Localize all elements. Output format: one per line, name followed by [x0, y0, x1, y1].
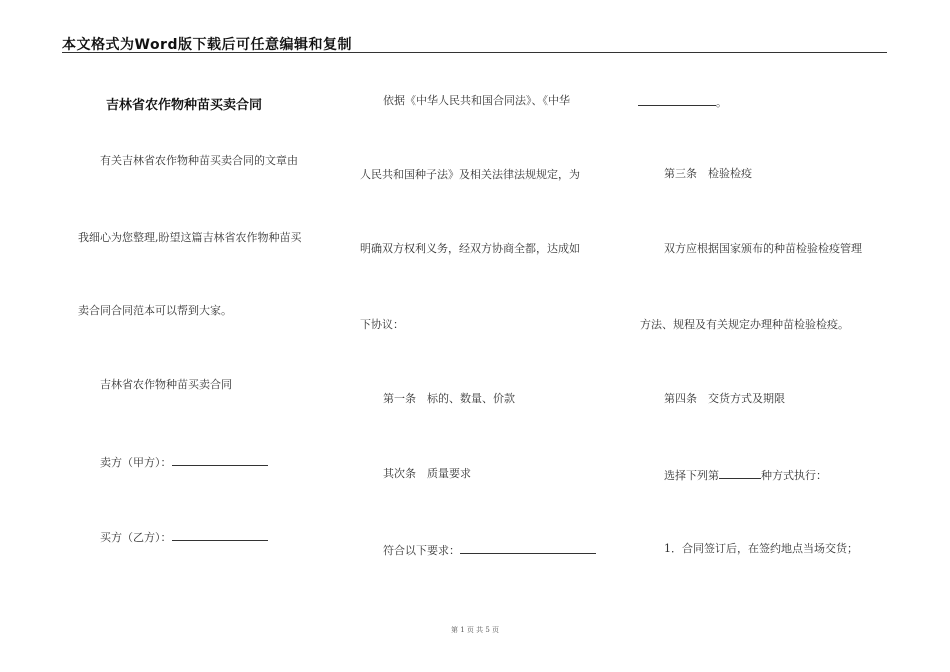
delivery-option-1: 1．合同签订后，在签约地点当场交货； — [664, 542, 858, 555]
document-title: 吉林省农作物种苗买卖合同 — [106, 98, 263, 113]
col2-line-4: 下协议： — [360, 318, 404, 331]
intro-line-3: 卖合同合同范本可以帮到大家。 — [78, 304, 232, 317]
col3-line-4: 方法、规程及有关规定办理种苗检验检疫。 — [640, 318, 849, 331]
article-4-heading: 第四条 交货方式及期限 — [664, 392, 785, 405]
contract-subtitle: 吉林省农作物种苗买卖合同 — [100, 378, 232, 391]
col3-line-3: 双方应根据国家颁布的种苗检验检疫管理 — [664, 242, 862, 255]
header-banner: 本文格式为Word版下载后可任意编辑和复制 — [62, 37, 352, 53]
seller-line — [100, 454, 268, 470]
buyer-line — [100, 529, 268, 545]
article-3-heading: 第三条 检验检疫 — [664, 167, 752, 180]
page-number: 第 1 页 共 5 页 — [450, 626, 500, 634]
header-divider — [62, 52, 887, 53]
seller-label: 卖方（甲方）： — [100, 456, 172, 469]
article-1-heading: 第一条 标的、数量、价款 — [383, 392, 515, 405]
buyer-blank — [172, 529, 268, 541]
col2-line-3: 明确双方权利义务，经双方协商全都，达成如 — [360, 242, 580, 255]
col2-line-2: 人民共和国种子法》及相关法律法规规定，为 — [360, 168, 580, 181]
seller-blank — [172, 454, 268, 466]
intro-line-1: 有关吉林省农作物种苗买卖合同的文章由 — [100, 154, 298, 167]
col3-blank — [638, 94, 716, 106]
choice-prefix: 选择下列第 — [664, 469, 719, 482]
article-2-heading: 其次条 质量要求 — [383, 467, 471, 480]
delivery-choice-line — [664, 467, 827, 483]
choice-blank — [719, 467, 761, 479]
col3-line-1-end: 。 — [716, 96, 727, 109]
col2-line-1: 依据《中华人民共和国合同法》、《中华 — [383, 94, 570, 107]
choice-suffix: 种方式执行： — [761, 469, 827, 482]
col3-line-1 — [638, 94, 727, 110]
buyer-label: 买方（乙方）： — [100, 531, 172, 544]
requirement-line — [383, 542, 596, 558]
requirement-label: 符合以下要求： — [383, 544, 460, 557]
requirement-blank — [460, 542, 596, 554]
intro-line-2: 我细心为您整理,盼望这篇吉林省农作物种苗买 — [78, 231, 302, 244]
